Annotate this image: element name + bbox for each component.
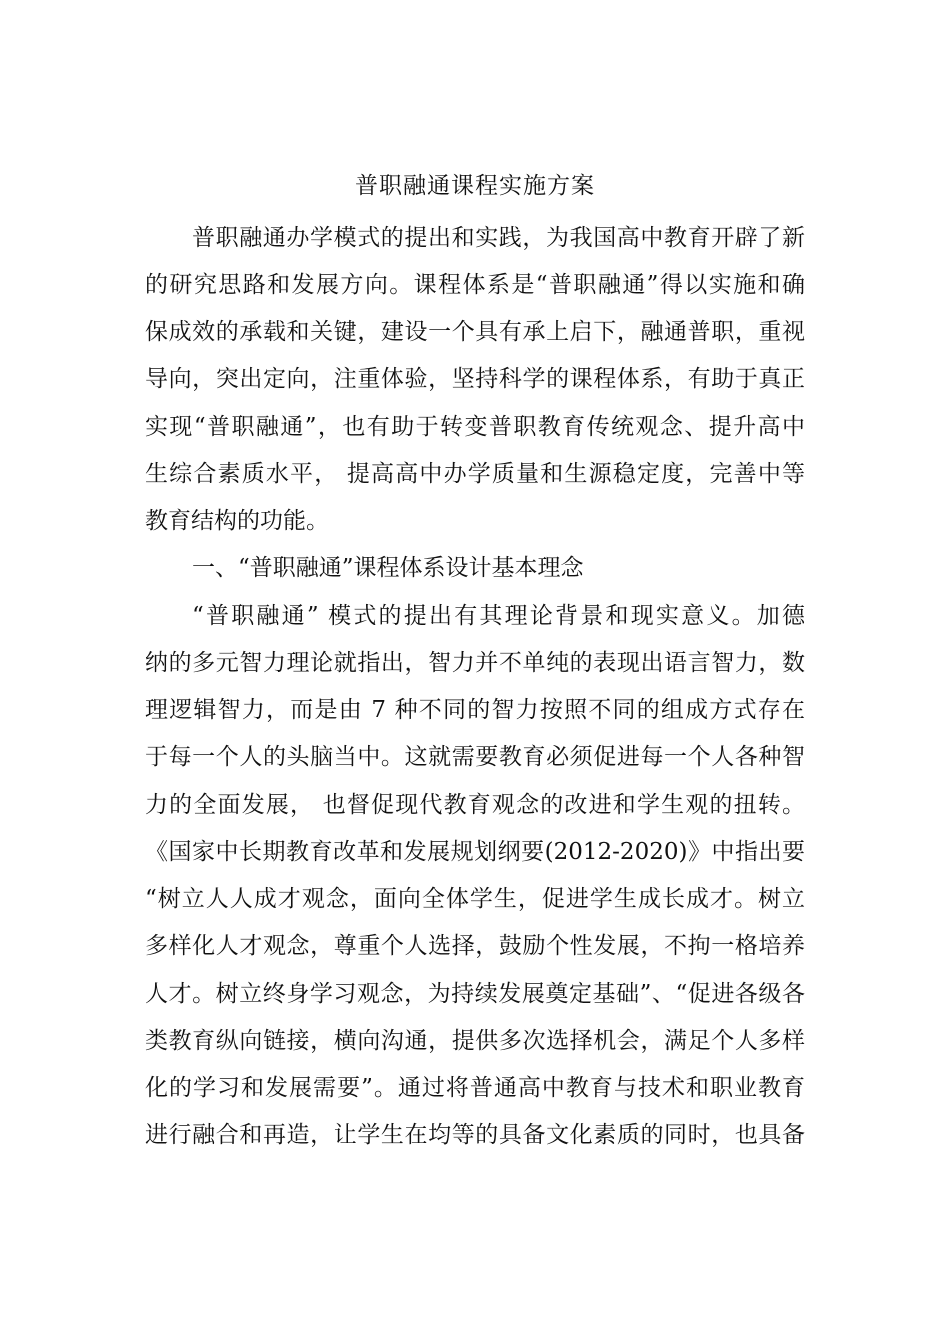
paragraph-2-line-11: 化的学习和发展需要”。通过将普通高中教育与技术和职业教育 xyxy=(145,1075,805,1101)
paragraph-2-line-5: 力的全面发展， 也督促现代教育观念的改进和学生观的扭转。 xyxy=(145,792,805,818)
paragraph-2-line-1: “普职融通” 模式的提出有其理论背景和现实意义。加德 xyxy=(192,603,805,629)
paragraph-2-line-9: 人才。树立终身学习观念，为持续发展奠定基础”、“促进各级各 xyxy=(145,981,805,1007)
section-heading: 一、“普职融通”课程体系设计基本理念 xyxy=(192,555,584,581)
paragraph-1-line-2: 的研究思路和发展方向。课程体系是“普职融通”得以实施和确 xyxy=(145,272,805,298)
paragraph-1-line-3: 保成效的承载和关键，建设一个具有承上启下，融通普职，重视 xyxy=(145,319,805,345)
paragraph-2-line-7: “树立人人成才观念，面向全体学生，促进学生成长成才。树立 xyxy=(145,886,805,912)
document-title: 普职融通课程实施方案 xyxy=(355,173,595,199)
paragraph-2-line-10: 类教育纵向链接，横向沟通，提供多次选择机会，满足个人多样 xyxy=(145,1028,805,1054)
paragraph-1-line-6: 生综合素质水平， 提高高中办学质量和生源稳定度，完善中等 xyxy=(145,461,805,487)
paragraph-2-line-8: 多样化人才观念，尊重个人选择，鼓励个性发展，不拘一格培养 xyxy=(145,933,805,959)
paragraph-2-line-4: 于每一个人的头脑当中。这就需要教育必须促进每一个人各种智 xyxy=(145,744,805,770)
paragraph-1-line-5: 实现“普职融通”，也有助于转变普职教育传统观念、提升高中 xyxy=(145,414,805,440)
paragraph-2-line-12: 进行融合和再造，让学生在均等的具备文化素质的同时，也具备 xyxy=(145,1122,805,1148)
paragraph-2-line-6: 《国家中长期教育改革和发展规划纲要(2012-2020)》中指出要 xyxy=(145,839,805,865)
paragraph-1-line-7: 教育结构的功能。 xyxy=(145,508,329,534)
paragraph-2-line-2: 纳的多元智力理论就指出，智力并不单纯的表现出语言智力，数 xyxy=(145,650,805,676)
paragraph-1-line-1: 普职融通办学模式的提出和实践，为我国高中教育开辟了新 xyxy=(192,225,805,251)
paragraph-1-line-4: 导向，突出定向，注重体验，坚持科学的课程体系，有助于真正 xyxy=(145,366,805,392)
paragraph-2-line-3: 理逻辑智力，而是由 7 种不同的智力按照不同的组成方式存在 xyxy=(145,697,805,723)
